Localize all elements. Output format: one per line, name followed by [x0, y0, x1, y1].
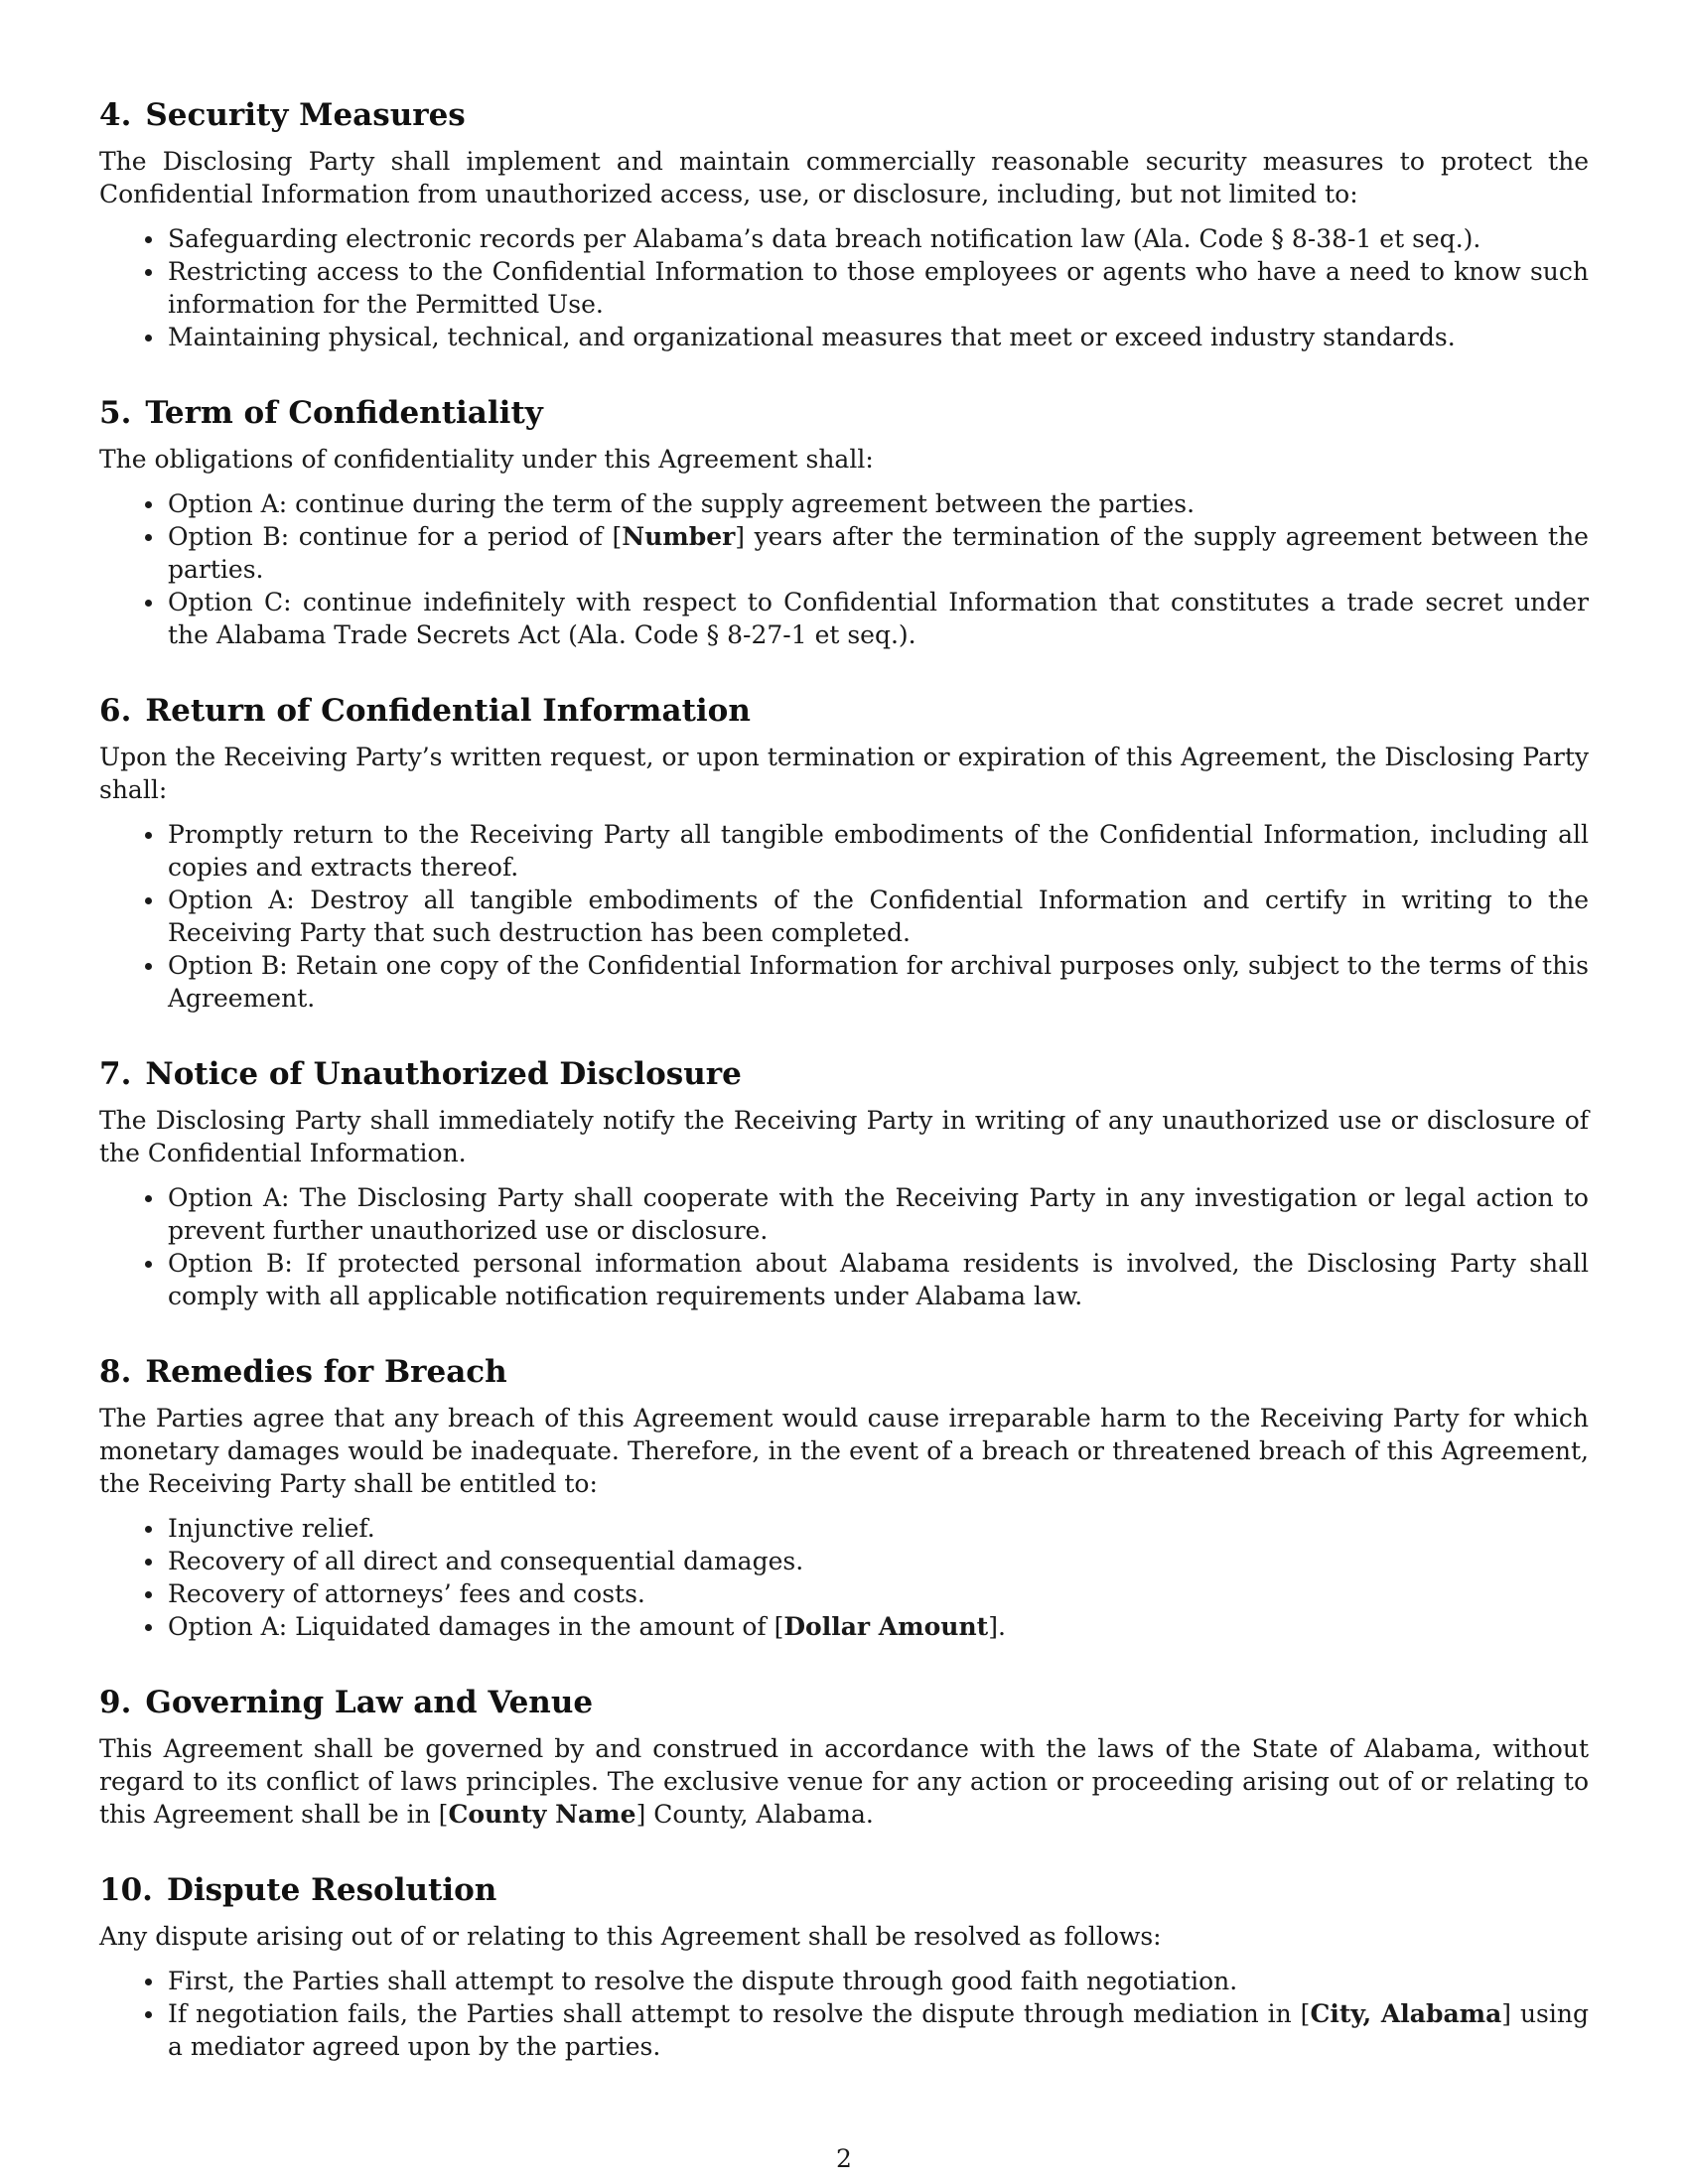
list-item [168, 487, 1589, 520]
text-run: First, the Parties shall attempt to resolve the dispute through good faith negotiation. [168, 1967, 1238, 1995]
page-number: 2 [836, 2144, 852, 2173]
placeholder-field: City, Alabama [1310, 1999, 1502, 2028]
section-heading [99, 1352, 1589, 1392]
text-run: Promptly return to the Receiving Party all tangible embodiments of the Confidential Information, including all copies and extracts thereof. [168, 820, 1589, 882]
section-heading [99, 691, 1589, 731]
bullet-list [99, 487, 1589, 651]
section-number: 9. [99, 1685, 132, 1720]
text-run: Restricting access to the Confidential Information to those employees or agents who have a need to know such information for the Permitted Use. [168, 257, 1589, 319]
text-run: Option A: continue during the term of the supply agreement between the parties. [168, 489, 1196, 518]
text-run: Option B: continue for a period of [ [168, 522, 623, 551]
list-item [168, 586, 1589, 651]
section-intro: The Disclosing Party shall implement and maintain commercially reasonable security measures to protect the Confidential Information from unauthorized access, use, or disclosure, including, but not limited to: [99, 147, 1589, 208]
text-run: ] years after the termination of the supply agreement between the parties. [168, 522, 1589, 584]
text-run: This Agreement shall be governed by and construed in accordance with the laws of the State of Alabama, without regard to its conflict of laws principles. The exclusive venue for any action or proceeding arising out of or relating to this Agreement shall be in [ [99, 1734, 1589, 1829]
bullet-list [99, 1181, 1589, 1312]
section-number: 4. [99, 97, 132, 133]
section-security-measures [99, 95, 1589, 353]
section-heading [99, 95, 1589, 135]
list-item [168, 255, 1589, 321]
section-title: Security Measures [145, 97, 466, 133]
text-run: Option B: If protected personal information about Alabama residents is involved, the Disclosing Party shall comply with all applicable notification requirements under Alabama law. [168, 1249, 1589, 1310]
bullet-list [99, 1965, 1589, 2063]
list-item [168, 1965, 1589, 1997]
section-number: 10. [99, 1872, 153, 1908]
section-heading [99, 1054, 1589, 1094]
text-run: Maintaining physical, technical, and organizational measures that meet or exceed industry standards. [168, 323, 1456, 351]
list-item [168, 1545, 1589, 1577]
list-item [168, 1997, 1589, 2063]
list-item [168, 321, 1589, 353]
section-dispute-resolution [99, 1870, 1589, 2063]
section-heading [99, 1683, 1589, 1722]
list-item [168, 1610, 1589, 1643]
bullet-list [99, 222, 1589, 353]
section-title: Return of Confidential Information [145, 693, 751, 729]
section-notice-of-unauthorized-disclosure [99, 1054, 1589, 1312]
section-number: 7. [99, 1056, 132, 1092]
text-run: Safeguarding electronic records per Alabama’s data breach notification law (Ala. Code § 8-38-1 et seq.). [168, 224, 1481, 253]
text-run: Option C: continue indefinitely with respect to Confidential Information that constitutes a trade secret under the Alabama Trade Secrets Act (Ala. Code § 8-27-1 et seq.). [168, 588, 1589, 649]
text-run: If negotiation fails, the Parties shall attempt to resolve the dispute through mediation in [ [168, 1999, 1311, 2028]
section-term-of-confidentiality [99, 393, 1589, 651]
placeholder-field: Number [622, 522, 736, 551]
section-remedies-for-breach [99, 1352, 1589, 1643]
section-intro [99, 1732, 1589, 1831]
section-intro: Any dispute arising out of or relating to this Agreement shall be resolved as follows: [99, 1922, 1162, 1951]
text-run: Recovery of attorneys’ fees and costs. [168, 1579, 645, 1608]
list-item [168, 520, 1589, 586]
text-run: ] using a mediator agreed upon by the parties. [168, 1999, 1589, 2061]
text-run: Option B: Retain one copy of the Confidential Information for archival purposes only, subject to the terms of this Agreement. [168, 951, 1589, 1013]
section-heading [99, 393, 1589, 433]
list-item [168, 1512, 1589, 1545]
section-governing-law-and-venue [99, 1683, 1589, 1831]
list-item [168, 884, 1589, 949]
section-title: Dispute Resolution [166, 1872, 497, 1908]
section-number: 6. [99, 693, 132, 729]
list-item [168, 949, 1589, 1015]
bullet-list [99, 1512, 1589, 1643]
section-intro: The Disclosing Party shall immediately notify the Receiving Party in writing of any unauthorized use or disclosure of the Confidential Information. [99, 1106, 1589, 1167]
section-title: Notice of Unauthorized Disclosure [145, 1056, 742, 1092]
section-intro: Upon the Receiving Party’s written request, or upon termination or expiration of this Agreement, the Disclosing Party shall: [99, 743, 1589, 804]
section-number: 5. [99, 395, 132, 431]
section-intro: The Parties agree that any breach of this Agreement would cause irreparable harm to the Receiving Party for which monetary damages would be inadequate. Therefore, in the event of a breach or threatened breach of this Agreement, the Receiving Party shall be entitled to: [99, 1404, 1589, 1498]
bullet-list [99, 818, 1589, 1015]
text-run: Option A: The Disclosing Party shall cooperate with the Receiving Party in any investigation or legal action to prevent further unauthorized use or disclosure. [168, 1183, 1589, 1245]
text-run: Option A: Destroy all tangible embodiments of the Confidential Information and certify in writing to the Receiving Party that such destruction has been completed. [168, 886, 1589, 947]
list-item [168, 1577, 1589, 1610]
section-title: Remedies for Breach [145, 1354, 507, 1390]
text-run: Injunctive relief. [168, 1514, 375, 1543]
text-run: ]. [988, 1612, 1006, 1641]
list-item [168, 1247, 1589, 1312]
text-run: ] County, Alabama. [635, 1800, 874, 1829]
text-run: Recovery of all direct and consequential damages. [168, 1547, 804, 1575]
placeholder-field: County Name [448, 1800, 636, 1829]
document-page [99, 95, 1589, 2103]
section-heading [99, 1870, 1589, 1910]
section-title: Governing Law and Venue [145, 1685, 594, 1720]
list-item [168, 1181, 1589, 1247]
text-run: Option A: Liquidated damages in the amount of [ [168, 1612, 784, 1641]
placeholder-field: Dollar Amount [783, 1612, 989, 1641]
section-number: 8. [99, 1354, 132, 1390]
section-intro: The obligations of confidentiality under this Agreement shall: [99, 445, 874, 474]
list-item [168, 222, 1589, 255]
section-return-of-confidential-information [99, 691, 1589, 1015]
section-title: Term of Confidentiality [145, 395, 543, 431]
list-item [168, 818, 1589, 884]
